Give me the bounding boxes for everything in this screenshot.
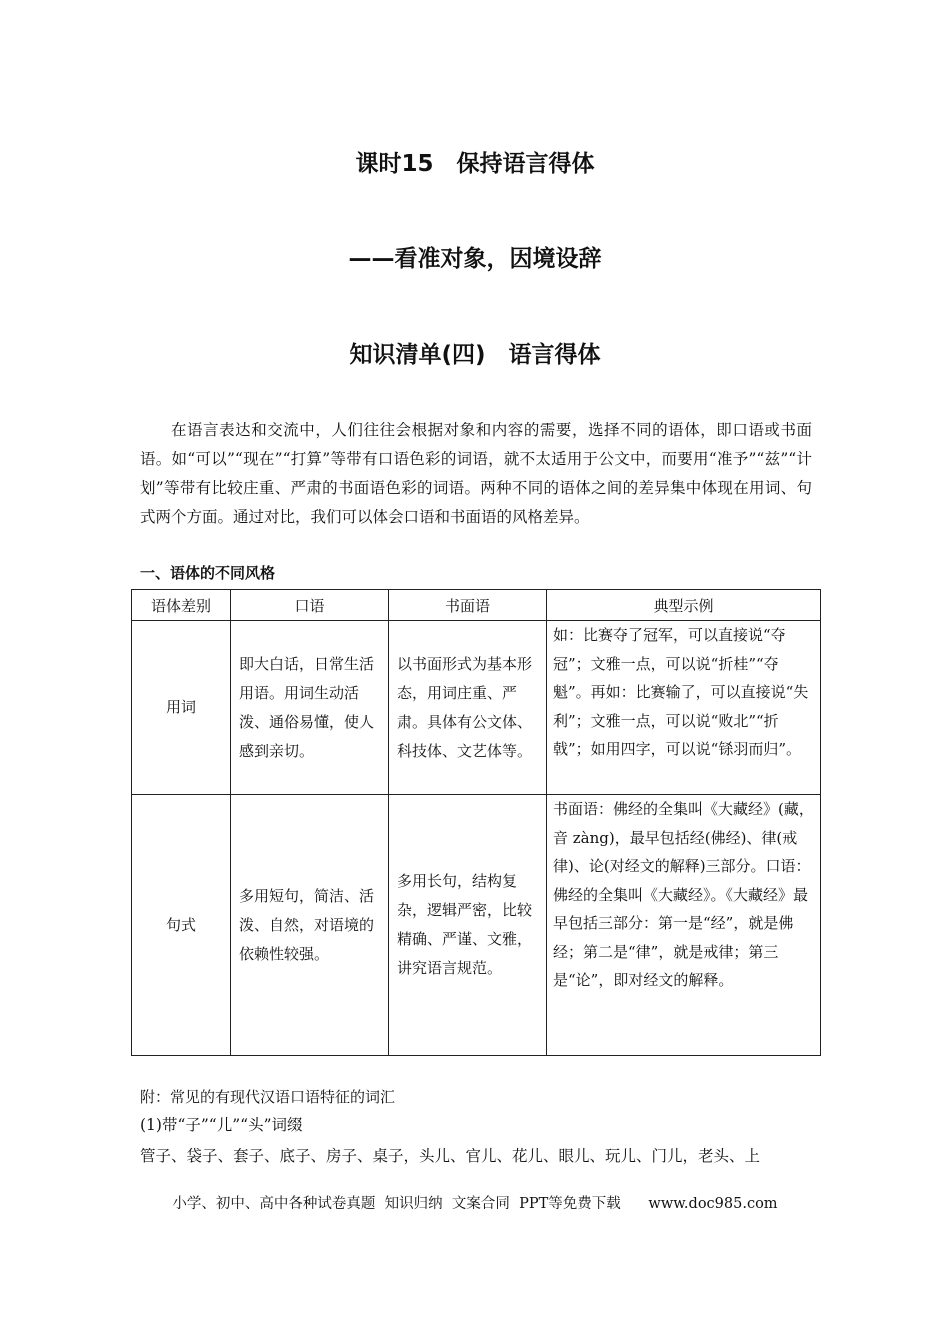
table-row [132, 795, 821, 1056]
example-cell: 如：比赛夺了冠军，可以直接说“夺冠”；文雅一点，可以说“折桂”“夺魁”。再如：比赛输了，可以直接说“失利”；文雅一点，可以说“败北”“折戟”；如用四字，可以说“铩羽而归”。 [547, 621, 821, 795]
oral-cell: 即大白话，日常生活用语。用词生动活泼、通俗易懂，使人感到亲切。 [231, 621, 389, 795]
page-subtitle: ——看准对象，因境设辞 [348, 246, 602, 272]
section-heading: 一、语体的不同风格 [140, 564, 276, 582]
word-list: 管子、袋子、套子、底子、房子、桌子，头儿、官儿、花儿、眼儿、玩儿、门儿，老头、上 [140, 1147, 761, 1165]
appendix-title: 附：常见的有现代汉语口语特征的词汇 [140, 1088, 396, 1106]
page-title: 课时15 保持语言得体 [355, 151, 595, 177]
table-header-row [132, 590, 821, 621]
style-comparison-table [131, 589, 821, 1056]
appendix-subheading: (1)带“子”“儿”“头”词缀 [140, 1116, 303, 1134]
written-cell: 多用长句，结构复杂，逻辑严密，比较精确、严谨、文雅，讲究语言规范。 [389, 795, 547, 1056]
header-cell: 语体差别 [132, 590, 231, 621]
category-cell: 用词 [132, 621, 231, 795]
footer-text: 小学、初中、高中各种试卷真题 知识归纳 文案合同 PPT等免费下载 www.doc985.com [172, 1196, 778, 1212]
intro-paragraph: 在语言表达和交流中，人们往往会根据对象和内容的需要，选择不同的语体，即口语或书面语。如“可以”“现在”“打算”等带有口语色彩的词语，就不太适用于公文中，而要用“准予”“兹”“计划”等带有比较庄重、严肃的书面语色彩的词语。两种不同的语体之间的差异集中体现在用词、句式两个方面。通过对比，我们可以体会口语和书面语的风格差异。 [140, 421, 812, 526]
oral-cell: 多用短句，简洁、活泼、自然，对语境的依赖性较强。 [231, 795, 389, 1056]
header-cell: 典型示例 [547, 590, 821, 621]
section-title: 知识清单(四) 语言得体 [349, 342, 601, 368]
header-cell: 口语 [231, 590, 389, 621]
written-cell: 以书面形式为基本形态，用词庄重、严肃。具体有公文体、科技体、文艺体等。 [389, 621, 547, 795]
category-cell: 句式 [132, 795, 231, 1056]
table-row [132, 621, 821, 795]
example-cell: 书面语：佛经的全集叫《大藏经》(藏，音 zàng)，最早包括经(佛经)、律(戒律)、论(对经文的解释)三部分。口语：佛经的全集叫《大藏经》。《大藏经》最早包括三部分：第一是“经”，就是佛经；第二是“律”，就是戒律；第三是“论”，即对经文的解释。 [547, 795, 821, 1056]
header-cell: 书面语 [389, 590, 547, 621]
